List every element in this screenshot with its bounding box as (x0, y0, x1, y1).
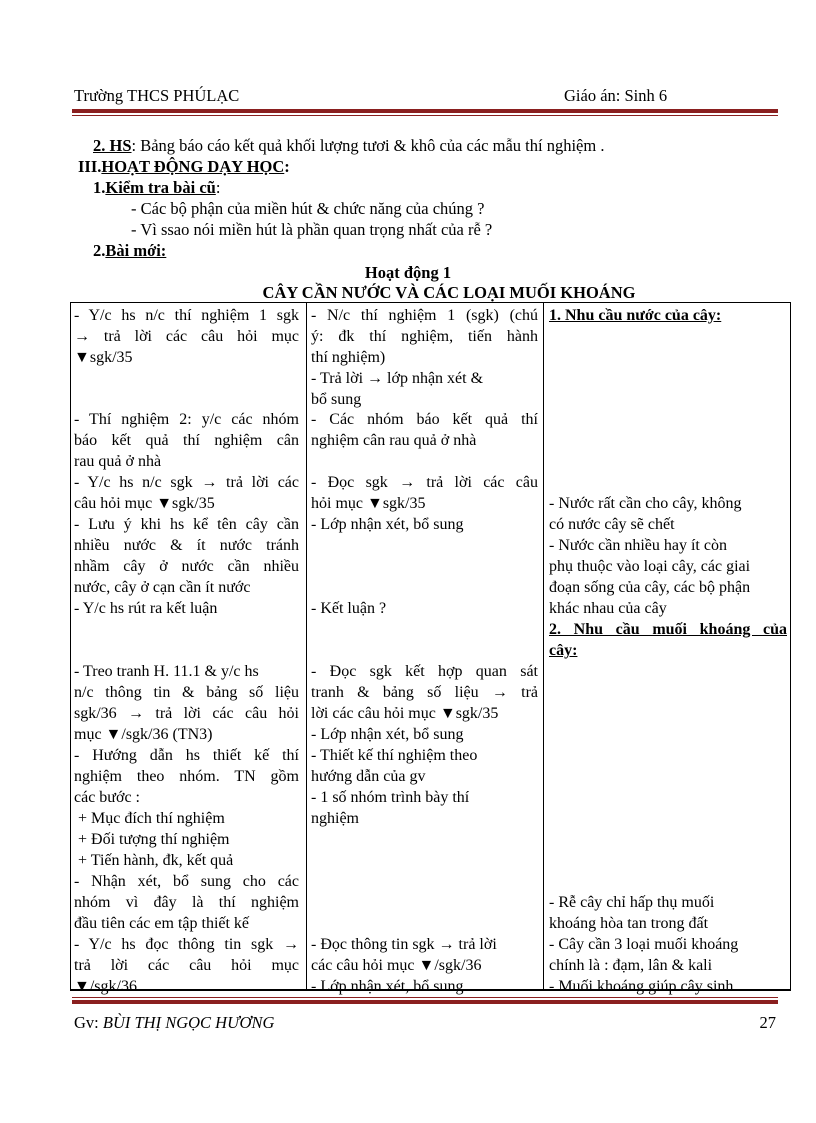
page-header (72, 86, 778, 108)
teacher-name: BÙI THỊ NGỌC HƯƠNG (102, 1013, 275, 1032)
check-number: 1. (93, 178, 106, 197)
subject-label: Giáo án: Sinh 6 (564, 86, 668, 105)
col3-line: phụ thuộc vào loại cây, các giai (549, 558, 751, 575)
col2-line: - Đọc thông tin sgk → trả lời (311, 936, 497, 953)
col2-line: - Lớp nhận xét, bổ sung (311, 516, 464, 533)
col3-line: chính là : đạm, lân & kali (549, 957, 713, 974)
header-rule-thin (72, 115, 778, 116)
footer-rule (72, 1000, 778, 1004)
col3-line: - Nước cần nhiều hay ít còn (549, 537, 727, 554)
section-title: HOẠT ĐỘNG DẠY HỌC (101, 157, 285, 176)
col1-line: đầu tiên các em tập thiết kế (74, 915, 250, 932)
section-colon: : (284, 157, 290, 176)
col1-line: - Thí nghiệm 2: y/c các nhóm (74, 411, 299, 428)
col2-line: thí nghiệm) (311, 349, 386, 366)
col2-line: hỏi mục ▼sgk/35 (311, 495, 426, 512)
col1-line: nhóm vì đây là thí nghiệm (74, 894, 299, 911)
col1-line: nước, cây ở cạn cần ít nước (74, 579, 251, 596)
table-divider-1 (306, 302, 307, 990)
col2-line: - Lớp nhận xét, bổ sung (311, 726, 464, 743)
col1-line: báo kết quả thí nghiệm cân (74, 432, 299, 449)
check-heading (93, 178, 220, 198)
new-lesson-heading (93, 241, 166, 261)
col3-line: khác nhau của cây (549, 600, 667, 617)
activity-title: Hoạt động 1 (364, 263, 452, 282)
col1-line: nghiệm theo nhóm. TN gồm (74, 768, 299, 785)
col1-line: - Y/c hs n/c thí nghiệm 1 sgk (74, 307, 299, 324)
hs-text: : Bảng báo cáo kết quả khối lượng tươi & khô của các mẫu thí nghiệm . (131, 136, 605, 155)
col3-line: 2. Nhu cầu muối khoáng của (549, 621, 787, 638)
col1-line: các bước : (74, 789, 140, 806)
col3-line: khoáng hòa tan trong đất (549, 915, 709, 932)
hs-line (93, 136, 604, 156)
col2-line: các câu hỏi mục ▼/sgk/36 (311, 957, 482, 974)
col1-line: ▼sgk/35 (74, 349, 133, 366)
col1-line: trả lời các câu hỏi mục (74, 957, 299, 974)
col1-line: + Mục đích thí nghiệm (74, 810, 225, 827)
col1-line: nhiều nước & ít nước tránh (74, 537, 299, 554)
col3-line: có nước cây sẽ chết (549, 516, 675, 533)
col2-line: - Đọc sgk kết hợp quan sát (311, 663, 538, 680)
school-name: Trường THCS PHÚLẠC (74, 86, 240, 105)
col1-line: ▼/sgk/36 (74, 978, 137, 995)
col2-line: - Đọc sgk → trả lời các câu (311, 474, 538, 491)
col1-line: - Nhận xét, bổ sung cho các (74, 873, 299, 890)
col1-line: câu hỏi mục ▼sgk/35 (74, 495, 215, 512)
col2-line: hướng dẫn của gv (311, 768, 426, 785)
col2-line: nghiệm (311, 810, 359, 827)
section-heading (78, 157, 290, 177)
col2-line: nghiệm cân rau quả ở nhà (311, 432, 477, 449)
col3-line: - Cây cần 3 loại muối khoáng (549, 936, 739, 953)
col3-line: cây: (549, 642, 578, 659)
col3-line: 1. Nhu cầu nước của cây: (549, 307, 722, 324)
check-title: Kiểm tra bài cũ (105, 178, 216, 197)
col2-line: - Lớp nhận xét, bổ sung (311, 978, 464, 995)
col2-line: - Trả lời → lớp nhận xét & (311, 370, 484, 387)
col1-line: + Đối tượng thí nghiệm (74, 831, 230, 848)
col1-line: - Y/c hs n/c sgk → trả lời các (74, 474, 299, 491)
section-number: III. (78, 157, 102, 176)
gv-label: Gv: (74, 1013, 103, 1032)
col2-line: - N/c thí nghiệm 1 (sgk) (chú (311, 307, 538, 324)
col3-line: - Rễ cây chỉ hấp thụ muối (549, 894, 715, 911)
col2-line: - 1 số nhóm trình bày thí (311, 789, 470, 806)
col1-line: n/c thông tin & bảng số liệu (74, 684, 299, 701)
col1-line: - Hướng dẫn hs thiết kế thí (74, 747, 299, 764)
col2-line: - Kết luận ? (311, 600, 387, 617)
col3-line: - Nước rất cần cho cây, không (549, 495, 742, 512)
col1-line: - Y/c hs rút ra kết luận (74, 600, 218, 617)
col1-line: → trả lời các câu hỏi mục (74, 328, 299, 345)
col3-line: - Muối khoáng giúp cây sinh (549, 978, 734, 995)
hs-label: 2. HS (93, 136, 132, 155)
footer-rule-thin (72, 997, 778, 998)
col1-line: nhầm cây ở nước cần nhiều (74, 558, 299, 575)
col1-line: + Tiến hành, đk, kết quả (74, 852, 234, 869)
col3-line: đoạn sống của cây, các bộ phận (549, 579, 751, 596)
page-footer (72, 1011, 778, 1037)
col2-line: ý: đk thí nghiệm, tiến hành (311, 328, 538, 345)
activity-subtitle: CÂY CẦN NƯỚC VÀ CÁC LOẠI MUỐI KHOÁNG (262, 283, 636, 302)
col1-line: sgk/36 → trả lời các câu hỏi (74, 705, 299, 722)
col1-line: mục ▼/sgk/36 (TN3) (74, 726, 213, 743)
header-rule (72, 109, 778, 113)
new-lesson-number: 2. (93, 241, 106, 260)
page-number: 27 (759, 1013, 776, 1032)
col1-line: - Lưu ý khi hs kể tên cây cần (74, 516, 299, 533)
table-divider-3 (790, 302, 791, 990)
col1-line: - Y/c hs đọc thông tin sgk → (74, 936, 299, 953)
table-divider-2 (543, 302, 544, 990)
col2-line: tranh & bảng số liệu → trả (311, 684, 538, 701)
col1-line: - Treo tranh H. 11.1 & y/c hs (74, 663, 259, 680)
review-question-2: - Vì ssao nói miền hút là phần quan trọng nhất của rễ ? (131, 220, 493, 239)
new-lesson-title: Bài mới: (105, 241, 167, 260)
col2-line: lời các câu hỏi mục ▼sgk/35 (311, 705, 499, 722)
col1-line: rau quả ở nhà (74, 453, 162, 470)
col2-line: - Các nhóm báo kết quả thí (311, 411, 538, 428)
col2-line: bổ sung (311, 391, 362, 408)
check-colon: : (215, 178, 221, 197)
col2-line: - Thiết kế thí nghiệm theo (311, 747, 478, 764)
review-question-1: - Các bộ phận của miền hút & chức năng của chúng ? (131, 199, 485, 218)
teacher-credit (74, 1013, 274, 1033)
